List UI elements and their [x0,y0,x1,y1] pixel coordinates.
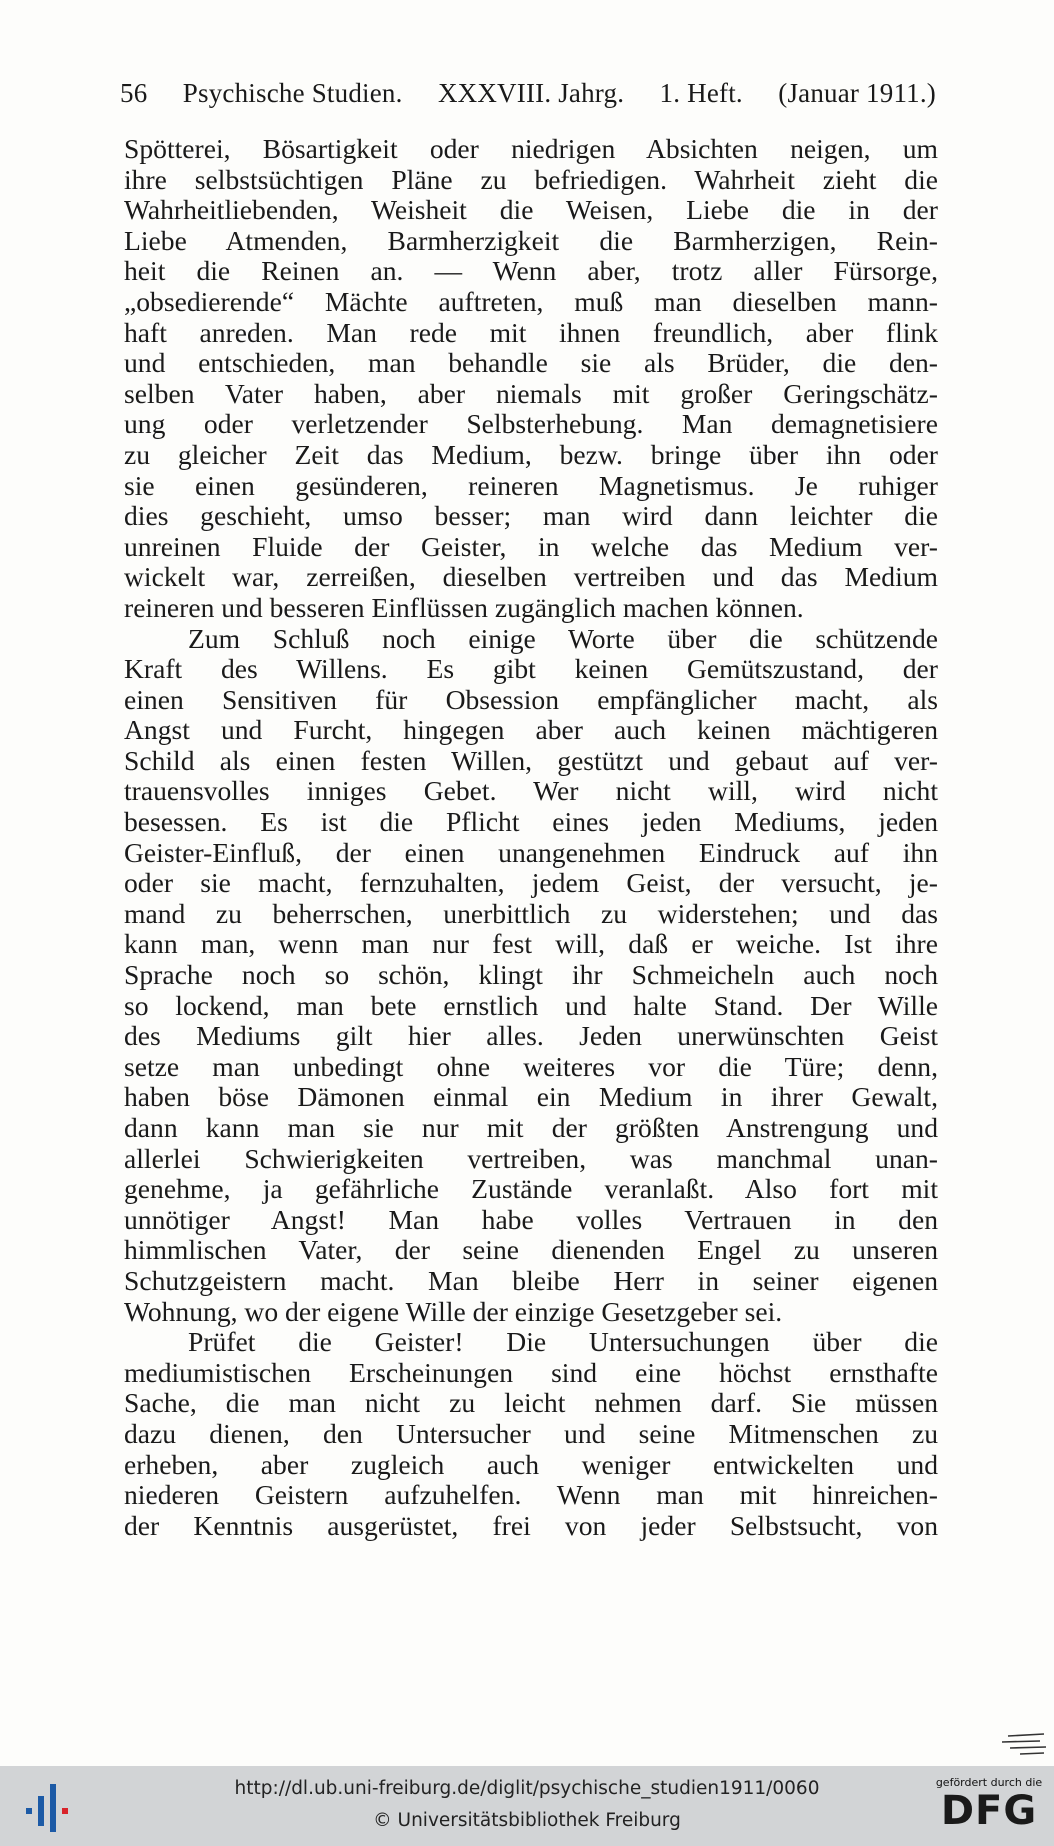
text-line: dann kann man sie nur mit der größten Anstrengung und [124,1112,938,1143]
text-line: Zum Schluß noch einige Worte über die schützende [188,622,938,654]
text-line: ihre selbstsüchtigen Pläne zu befriedigen. Wahrheit zieht die [124,163,938,195]
text-line: Wohnung, wo der eigene Wille der einzige Gesetzgeber sei. [124,1295,783,1327]
text-line: Spötterei, Bösartigkeit oder niedrigen Absichten neigen, um [124,133,938,164]
text-line: Schutzgeistern macht. Man bleibe Herr in seiner eigenen [124,1264,938,1296]
text-line: niederen Geistern aufzuhelfen. Wenn man mit hinreichen- [124,1479,938,1511]
text-line: mand zu beherrschen, unerbittlich zu widerstehen; und das [124,897,938,929]
running-head [120,78,936,109]
dfg-logo-text: DFG [940,1788,1038,1834]
text-line: Liebe Atmenden, Barmherzigkeit die Barmherzigen, Rein- [124,224,938,256]
scan-mark-icon [1000,1730,1048,1756]
issue-label: 1. Heft. [659,78,743,108]
dfg-note: gefördert durch die [935,1776,1043,1789]
text-line: Sprache noch so schön, klingt ihr Schmeicheln auch noch [124,959,938,991]
text-line: haben böse Dämonen einmal ein Medium in ihrer Gewalt, [124,1081,938,1113]
text-line: so lockend, man bete ernstlich und halte Stand. Der Wille [124,989,938,1021]
text-line: unreinen Fluide der Geister, in welche das Medium ver- [124,530,938,562]
text-line: Sache, die man nicht zu leicht nehmen darf. Sie müssen [124,1387,938,1419]
text-line: Angst und Furcht, hingegen aber auch keinen mächtigeren [124,714,938,746]
body-text [124,134,938,1541]
text-line: des Mediums gilt hier alles. Jeden unerwünschten Geist [124,1020,938,1052]
text-line: besessen. Es ist die Pflicht eines jeden Mediums, jeden [124,806,938,838]
text-line: selben Vater haben, aber niemals mit großer Geringschätz- [124,377,938,409]
text-line: unnötiger Angst! Man habe volles Vertrauen in den [124,1203,938,1235]
text-line: zu gleicher Zeit das Medium, bezw. bringe über ihn oder [124,438,938,470]
viewer-footer [0,1766,1054,1846]
text-line: trauensvolles inniges Gebet. Wer nicht will, wird nicht [124,775,938,807]
text-line: Wahrheitliebenden, Weisheit die Weisen, Liebe die in der [124,194,938,226]
text-line: heit die Reinen an. — Wenn aber, trotz aller Fürsorge, [124,255,938,287]
text-line: Prüfet die Geister! Die Untersuchungen über die [188,1326,938,1358]
text-line: der Kenntnis ausgerüstet, frei von jeder Selbstsucht, von [124,1509,938,1541]
text-line: Schild als einen festen Willen, gestützt und gebaut auf ver- [124,744,938,776]
text-line: haft anreden. Man rede mit ihnen freundlich, aber flink [124,316,938,348]
text-line: Geister-Einfluß, der einen unangenehmen Eindruck auf ihn [124,836,938,868]
issue-date: (Januar 1911.) [778,78,936,108]
text-line: oder sie macht, fernzuhalten, jedem Geist, der versucht, je- [124,867,938,899]
permalink-link[interactable]: http://dl.ub.uni-freiburg.de/diglit/psychische_studien1911/0060 [234,1778,820,1799]
text-line: genehme, ja gefährliche Zustände veranlaßt. Also fort mit [124,1173,938,1205]
volume-label: XXXVIII. Jahrg. [437,78,625,108]
text-line: himmlischen Vater, der seine dienenden Engel zu unseren [124,1234,938,1266]
text-line: kann man, wenn man nur fest will, daß er weiche. Ist ihre [124,928,938,960]
page-number: 56 [120,78,148,108]
text-line: reineren und besseren Einflüssen zugänglich machen können. [124,591,804,623]
text-line: sie einen gesünderen, reineren Magnetismus. Je ruhiger [124,469,938,501]
text-line: wickelt war, zerreißen, dieselben vertreiben und das Medium [124,561,938,593]
journal-title: Psychische Studien. [182,78,403,108]
text-line: allerlei Schwierigkeiten vertreiben, was manchmal unan- [124,1142,938,1174]
text-line: setze man unbedingt ohne weiteres vor die Türe; denn, [124,1050,938,1082]
dfg-logo [934,1774,1044,1840]
copyright-notice: © Universitätsbibliothek Freiburg [373,1810,681,1831]
text-line: „obsedierende“ Mächte auftreten, muß man dieselben mann- [124,285,938,317]
text-line: Kraft des Willens. Es gibt keinen Gemütszustand, der [124,653,938,685]
text-line: erheben, aber zugleich auch weniger entwickelten und [124,1448,938,1480]
text-line: dazu dienen, den Untersucher und seine Mitmenschen zu [124,1417,938,1449]
text-line: dies geschieht, umso besser; man wird dann leichter die [124,500,938,532]
text-line: und entschieden, man behandle sie als Brüder, die den- [124,347,938,379]
text-line: einen Sensitiven für Obsession empfänglicher macht, als [124,683,938,715]
text-line: ung oder verletzender Selbsterhebung. Man demagnetisiere [124,408,938,440]
text-line: mediumistischen Erscheinungen sind eine höchst ernsthafte [124,1356,938,1388]
